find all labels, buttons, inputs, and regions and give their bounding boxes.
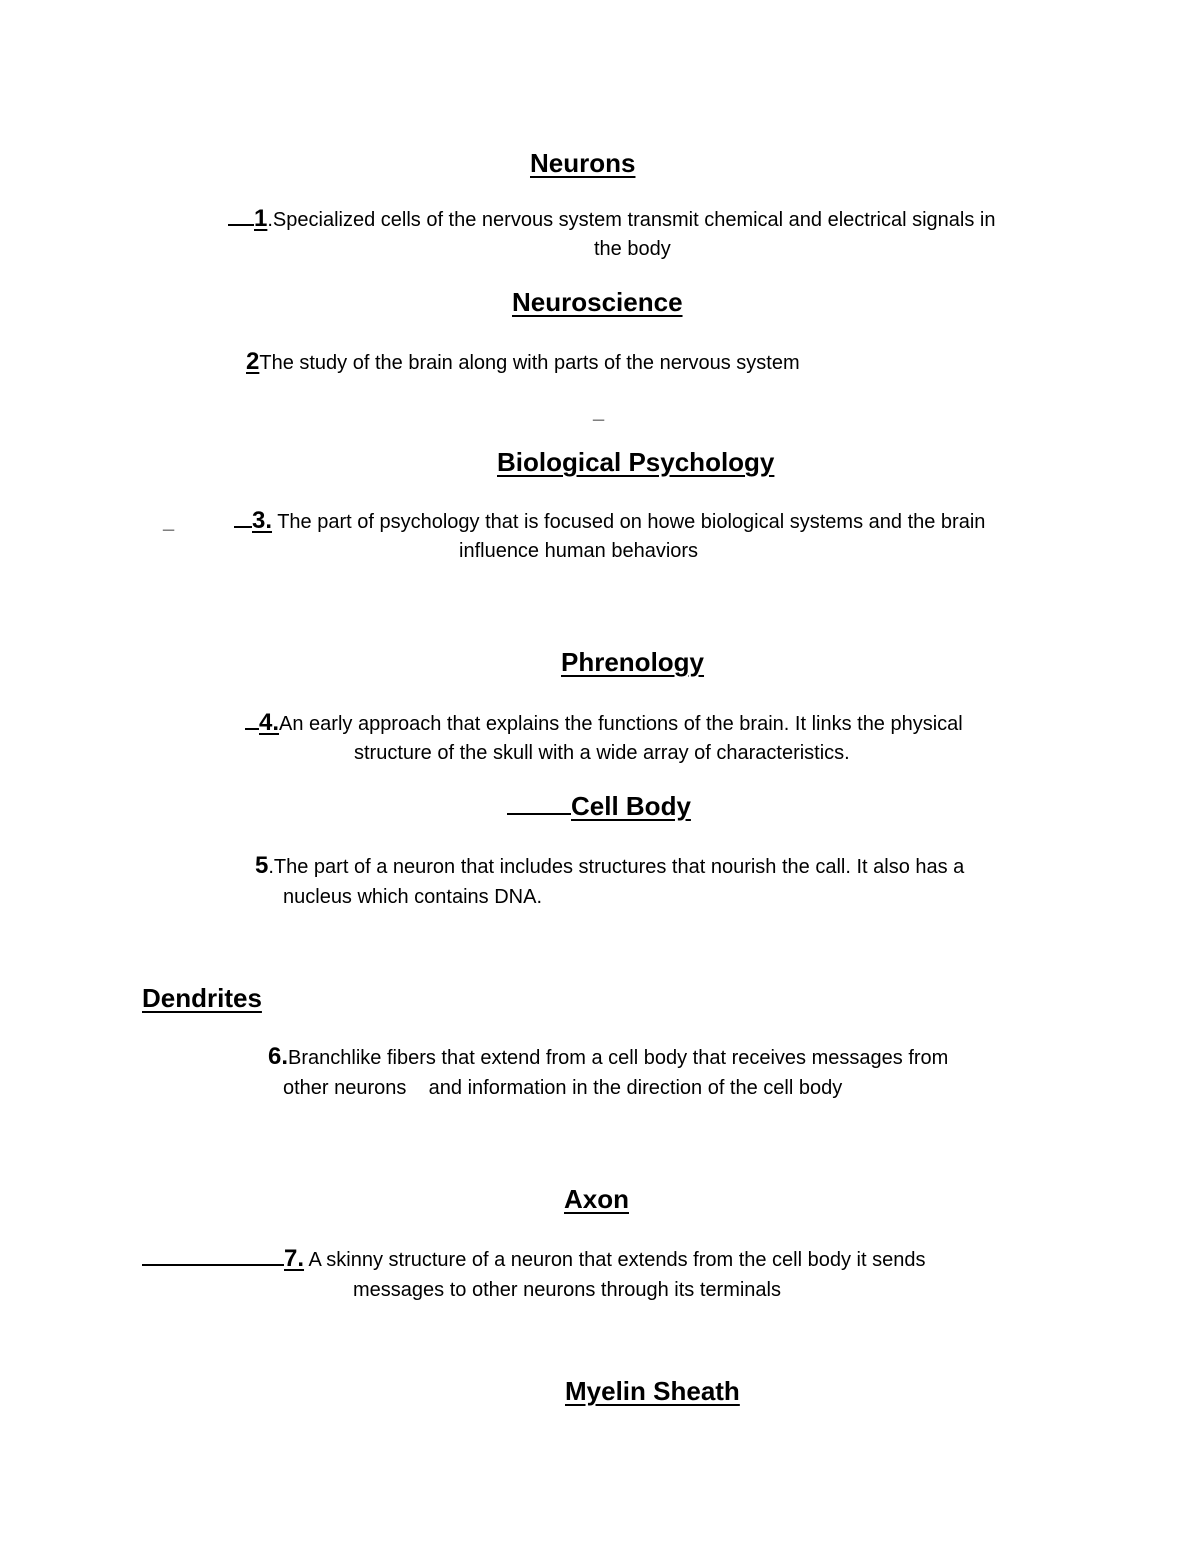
definition-continuation: messages to other neurons through its terminals	[353, 1279, 781, 1301]
definition-line	[142, 1246, 925, 1271]
term-heading: Myelin Sheath	[565, 1376, 740, 1406]
definition-text: The study of the brain along with parts of the nervous system	[259, 352, 800, 374]
definition-text: An early approach that explains the functions of the brain. It links the physical	[279, 713, 963, 735]
item-number: 3.	[252, 507, 273, 534]
term-heading: Neuroscience	[512, 287, 683, 317]
answer-blank	[142, 1246, 284, 1266]
definition-text: Branchlike fibers that extend from a cell body that receives messages from	[288, 1047, 949, 1069]
definition-text: .Specialized cells of the nervous system transmit chemical and electrical signals in	[267, 209, 996, 231]
answer-blank	[507, 793, 571, 815]
term-heading: Dendrites	[142, 983, 262, 1013]
definition-line	[234, 508, 985, 533]
definition-line	[245, 710, 963, 735]
definition-line	[268, 1045, 948, 1069]
definition-continuation: nucleus which contains DNA.	[283, 886, 543, 908]
term-heading: Neurons	[530, 148, 636, 178]
stray-dash: _	[593, 401, 605, 423]
term-heading	[507, 793, 691, 819]
term-heading: Biological Psychology	[497, 447, 775, 477]
definition-text: .The part of a neuron that includes structures that nourish the call. It also has a	[268, 856, 965, 878]
item-number: 5	[255, 852, 269, 879]
definition-line	[255, 854, 964, 878]
definition-continuation: influence human behaviors	[459, 540, 699, 562]
term-text: Cell Body	[571, 791, 691, 821]
item-number: 7.	[284, 1245, 305, 1272]
answer-blank	[228, 206, 254, 226]
definition-text: A skinny structure of a neuron that extends from the cell body it sends	[304, 1249, 926, 1271]
definition-continuation: other neurons and information in the direction of the cell body	[283, 1077, 843, 1099]
definition-continuation: structure of the skull with a wide array of characteristics.	[354, 742, 850, 764]
term-heading: Axon	[564, 1184, 629, 1214]
answer-blank	[234, 508, 252, 528]
item-number: 6.	[268, 1043, 289, 1070]
answer-blank	[245, 710, 259, 730]
definition-continuation: the body	[594, 238, 671, 260]
definition-line	[228, 206, 995, 231]
definition-text: The part of psychology that is focused on howe biological systems and the brain	[272, 511, 986, 533]
item-number: 2	[246, 348, 260, 375]
term-heading: Phrenology	[561, 647, 705, 677]
item-number: 4.	[259, 709, 280, 736]
item-number: 1	[254, 205, 268, 232]
definition-line	[246, 350, 800, 374]
stray-dash: _	[163, 511, 175, 533]
